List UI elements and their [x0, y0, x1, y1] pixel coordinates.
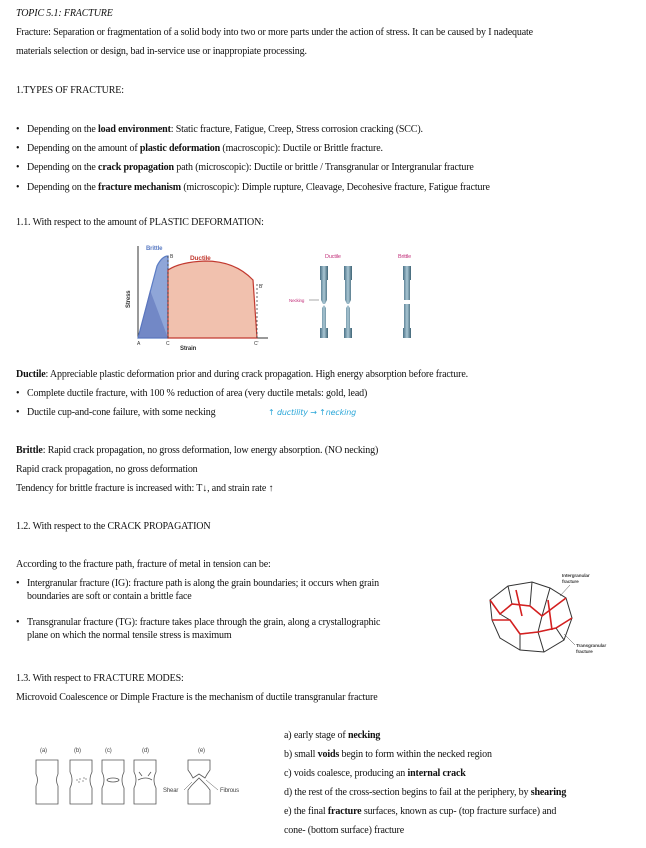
transgranular-pointer	[564, 634, 575, 645]
stage-text-c: c) voids coalesce, producing an internal crack	[284, 768, 466, 779]
stage-e-label: (e)	[198, 748, 205, 754]
stage-d-label: (d)	[142, 748, 149, 754]
crack-path-list	[16, 577, 380, 654]
tensile-specimens	[285, 248, 425, 340]
stage-a-specimen	[36, 760, 58, 804]
ductile-list	[16, 387, 367, 425]
brittle-specimen-bottom	[403, 304, 411, 338]
section-1-3-heading: 1.3. With respect to FRACTURE MODES:	[16, 673, 184, 684]
point-a-label: A	[137, 341, 141, 347]
ductile-specimen-2-bottom	[344, 305, 352, 338]
stage-e-cone	[188, 778, 210, 804]
intergranular-label-1: Intergranular	[562, 574, 590, 579]
point-c-label: C	[166, 341, 170, 347]
point-bp-label: B'	[259, 284, 263, 290]
intro-line-1: Fracture: Separation or fragmentation of a solid body into two or more parts under the action of stress. It can be caused by I nadequate	[16, 27, 533, 38]
stage-d-specimen	[134, 760, 156, 804]
ductile-item: • Ductile cup-and-cone failure, with some necking	[16, 406, 367, 425]
handwritten-note: ↑ ductility → ↑necking	[268, 408, 357, 417]
intergranular-pointer	[560, 585, 570, 596]
types-list	[16, 123, 490, 200]
ductile-definition: Ductile: Appreciable plastic deformation prior and during crack propagation. High energy absorption before fracture.	[16, 369, 468, 380]
section-1-2-heading: 1.2. With respect to the CRACK PROPAGATION	[16, 521, 211, 532]
necking-label: Necking	[289, 298, 305, 303]
shear-label: Shear	[163, 788, 179, 794]
grain-fracture-diagram	[486, 570, 631, 662]
stage-a-label: (a)	[40, 748, 47, 754]
shear-crack	[138, 772, 152, 780]
stage-text-a: a) early stage of necking	[284, 730, 381, 741]
types-item: • Depending on the crack propagation path (microscopic): Ductile or brittle / Transgranular or Intergranular fracture	[16, 161, 490, 180]
ductile-specimen-1-top	[320, 266, 328, 304]
stage-c-label: (c)	[105, 748, 112, 754]
transgranular-label-2: fracture	[576, 650, 593, 655]
crack-path-item: • Intergranular fracture (IG): fracture path is along the grain boundaries; it occurs when grain boundaries are soft or contain a brittle face	[16, 577, 380, 615]
fibrous-label: Fibrous	[220, 788, 239, 794]
cup-cone-stages-diagram	[30, 744, 255, 812]
ductile-area	[168, 261, 257, 338]
types-heading: 1.TYPES OF FRACTURE:	[16, 85, 124, 96]
internal-crack	[107, 778, 119, 782]
brittle-definition: Brittle: Rapid crack propagation, no gross deformation, low energy absorption. (NO necking)	[16, 445, 379, 456]
ductile-specimen-1-bottom	[320, 305, 328, 338]
grain-boundaries	[490, 582, 572, 652]
section-1-3-intro: Microvoid Coalescence or Dimple Fracture is the mechanism of ductile transgranular fracture	[16, 692, 378, 703]
stage-b-label: (b)	[74, 748, 81, 754]
intro-line-2: materials selection or design, bad in-service use or inappropiate processing.	[16, 46, 307, 57]
brittle-specimen-top	[403, 266, 411, 300]
point-b-label: B	[170, 254, 174, 260]
stage-text-b: b) small voids begin to form within the necked region	[284, 749, 492, 760]
crack-path-item: • Transgranular fracture (TG): fracture takes place through the grain, along a crystallographic plane on which the normal tensile stress is maximum	[16, 616, 380, 654]
stage-e-cup	[188, 760, 210, 778]
types-item: • Depending on the load environment: Static fracture, Fatigue, Creep, Stress corrosion cracking (SCC).	[16, 123, 490, 142]
stress-strain-diagram	[120, 240, 270, 352]
stage-b-specimen	[70, 760, 92, 804]
specimen-ductile-label: Ductile	[325, 254, 341, 260]
ductile-curve-label: Ductile	[190, 255, 211, 262]
types-item: • Depending on the fracture mechanism (microscopic): Dimple rupture, Cleavage, Decohesive fracture, Fatigue fracture	[16, 181, 490, 200]
section-1-1-heading: 1.1. With respect to the amount of PLASTIC DEFORMATION:	[16, 217, 264, 228]
intergranular-label-2: fracture	[562, 580, 579, 585]
brittle-line-3: Tendency for brittle fracture is increased with: T↓, and strain rate ↑	[16, 483, 274, 494]
ductile-specimen-2-top	[344, 266, 352, 304]
fibrous-pointer	[206, 780, 218, 790]
stage-text-e: e) the final fracture surfaces, known as cup- (top fracture surface) and	[284, 806, 557, 817]
topic-title: TOPIC 5.1: FRACTURE	[16, 8, 113, 19]
stage-descriptions	[284, 729, 566, 843]
point-cp-label: C'	[254, 341, 259, 347]
types-item: • Depending on the amount of plastic deformation (macroscopic): Ductile or Brittle fracture.	[16, 142, 490, 161]
strain-axis-label: Strain	[180, 346, 197, 352]
ductile-item: • Complete ductile fracture, with 100 % reduction of area (very ductile metals: gold, lead)	[16, 387, 367, 406]
transgranular-label-1: Transgranular	[576, 644, 607, 649]
specimen-brittle-label: Brittle	[398, 254, 412, 260]
void-dots	[76, 777, 86, 782]
brittle-curve-label: Brittle	[146, 246, 163, 252]
section-1-2-intro: According to the fracture path, fracture of metal in tension can be:	[16, 559, 271, 570]
stage-text-d: d) the rest of the cross-section begins to fail at the periphery, by shearing	[284, 787, 567, 798]
stress-axis-label: Stress	[126, 290, 132, 308]
brittle-line-2: Rapid crack propagation, no gross deformation	[16, 464, 198, 475]
stage-text-e-cont: cone- (bottom surface) fracture	[284, 825, 405, 836]
